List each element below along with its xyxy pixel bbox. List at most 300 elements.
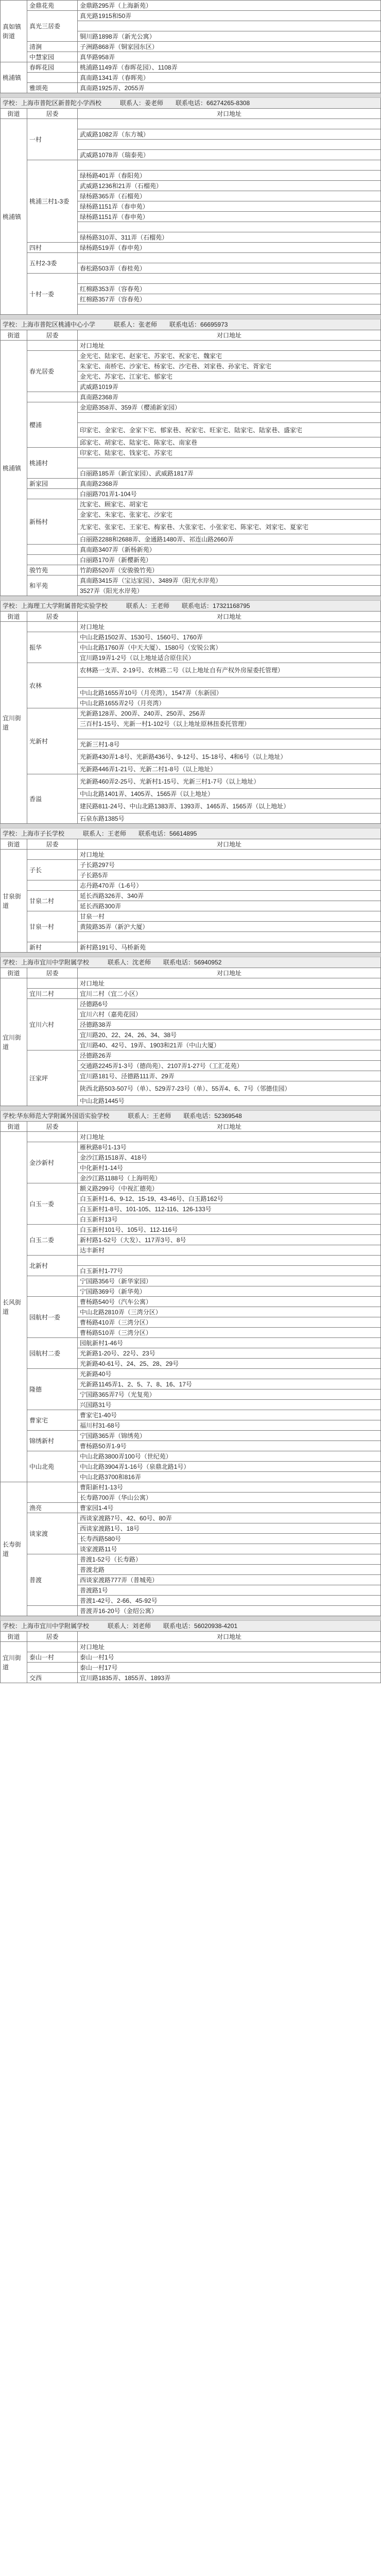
address-cell: 宜川路181号、泾德路111弄、29弄 (78, 1071, 381, 1081)
table-row (1, 1338, 381, 1348)
address-cell: 子长路297号 (78, 860, 381, 870)
contact-person: 联系人：王老师 (83, 830, 127, 837)
contact-phone: 联系电话：66274265-8308 (176, 99, 250, 107)
address-cell: 普渡路1号 (78, 1585, 381, 1596)
address-cell: 园航新村1-46号 (78, 1338, 381, 1348)
table-row (1, 1297, 381, 1307)
table-row (1, 1369, 381, 1379)
address-cell: 宜川六村（嘉苑花园） (78, 1009, 381, 1020)
address-column-header: 对口地址 (78, 612, 381, 622)
address-cell: 白丽路2288和2688弄、金通路1480弄、祁连山路2660弄 (78, 534, 381, 545)
community-column-header: 居委 (27, 1122, 78, 1132)
community-cell: 樱浦 (27, 402, 78, 448)
street-column-header: 街道 (1, 968, 27, 978)
table-row (1, 274, 381, 284)
address-cell: 金鼎路295弄（上海新苑） (78, 1, 381, 11)
table-row (1, 891, 381, 901)
address-cell: 长寿路700弄（华山公寓） (78, 1493, 381, 1503)
street-cell: 长寿街道 (1, 1482, 27, 1616)
address-cell: 武威路1236和21弄（石榴苑） (78, 181, 381, 191)
community-column-header: 居委 (27, 109, 78, 119)
contact-phone: 联系电话：56020938-4201 (163, 1622, 238, 1630)
community-cell: 白玉一委 (27, 1183, 78, 1225)
address-column-header: 对口地址 (78, 109, 381, 119)
community-cell: 清涧 (27, 42, 78, 52)
address-cell: 泾德路6号 (78, 999, 381, 1009)
address-cell (78, 119, 381, 129)
address-cell: 新村路1-52号（大发）、117弄3号、8号 (78, 1235, 381, 1245)
address-cell: 白玉新村1-8号、101-105、112-116、126-133号 (78, 1204, 381, 1214)
community-cell: 子长 (27, 860, 78, 880)
community-cell: 雅颂苑 (27, 83, 78, 93)
address-cell: 真华路958弄 (78, 52, 381, 62)
table-row (1, 1183, 381, 1194)
community-cell: 一村 (27, 119, 78, 160)
address-cell: 普渡1-52号（长寿路） (78, 1554, 381, 1565)
address-cell: 兴国路31号 (78, 1400, 381, 1410)
contact-phone: 联系电话：17321168795 (182, 602, 250, 609)
table-row (1, 351, 381, 361)
table-row (1, 1673, 381, 1683)
address-cell: 农林路一支弄、2-19号、农林路二号（以上地址自有产权外房屋委托管理） (78, 663, 381, 677)
address-cell: 达丰新村 (78, 1245, 381, 1256)
address-cell (78, 304, 381, 315)
address-cell: 子洲路868弄（铜家园东区） (78, 42, 381, 52)
separator-cell (1, 824, 381, 828)
school-name: 学校：上海市普陀区桃浦中心小学 (3, 321, 96, 328)
address-cell: 沈家宅、顾家宅、胡家宅 (78, 499, 381, 510)
address-cell: 中山北路2810弄（三湾分区） (78, 1307, 381, 1317)
community-cell: 十村一委 (27, 274, 78, 315)
address-cell: 对口地址 (78, 850, 381, 860)
school-name: 学校：上海市宜川中学附属学校 (3, 1622, 90, 1630)
address-cell: 白玉新村1-6、9-12、15-19、43-46号、白玉路162号 (78, 1194, 381, 1204)
community-cell: 光新村 (27, 708, 78, 774)
community-cell: 新杨村 (27, 499, 78, 545)
table-row (1, 555, 381, 565)
address-cell (78, 222, 381, 232)
address-cell: 中山北路1760弄（中天大厦）、1580号（安锐公寓） (78, 642, 381, 653)
school-header-cell (1, 1111, 381, 1122)
address-cell: 光新路40-61号、24、25、28、29号 (78, 1359, 381, 1369)
community-cell: 四村 (27, 243, 78, 253)
table-row (1, 1, 381, 11)
address-cell: 曹家宅1-40号 (78, 1410, 381, 1420)
community-cell (27, 978, 78, 989)
street-column-header: 街道 (1, 612, 27, 622)
community-cell: 谈家渡 (27, 1513, 78, 1554)
table-row (1, 243, 381, 253)
address-cell: 曹杨路410弄（三湾分区） (78, 1317, 381, 1328)
table-row (1, 978, 381, 989)
community-cell: 园航村一委 (27, 1297, 78, 1338)
community-cell: 北新村 (27, 1256, 78, 1276)
school-header-cell (1, 828, 381, 839)
school-name: 学校：上海市子长学校 (3, 830, 65, 837)
table-row (1, 119, 381, 129)
address-cell: 尤家宅、张家宅、王家宅、梅家巷、大张家宅、小张家宅、陈家宅、刘家宅、夏家宅 (78, 520, 381, 534)
address-cell: 曹杨路510弄（三湾分区） (78, 1328, 381, 1338)
separator-cell (1, 315, 381, 319)
contact-person: 联系人：王老师 (128, 1112, 171, 1120)
address-cell: 延长西路326弄、340弄 (78, 891, 381, 901)
table-row (1, 392, 381, 402)
address-cell (78, 932, 381, 942)
address-cell: 宜川路20、22、24、26、34、38号 (78, 1030, 381, 1040)
community-cell (27, 1642, 78, 1652)
address-cell: 志丹路470弄（1-6号） (78, 880, 381, 891)
street-cell: 桃浦镇 (1, 341, 27, 596)
community-cell: 金沙新村 (27, 1142, 78, 1183)
address-cell: 绿杨路1151弄（春申苑） (78, 201, 381, 212)
separator-cell (1, 1106, 381, 1111)
address-cell: 曹家园1-4号 (78, 1503, 381, 1513)
street-column-header: 街道 (1, 1632, 27, 1642)
address-cell: 宁国路369号（新华苑） (78, 1286, 381, 1297)
address-cell: 普渡北路 (78, 1565, 381, 1575)
table-row (1, 632, 381, 642)
school-header-cell (1, 957, 381, 968)
address-cell: 白丽路185弄（新宜家园）、武威路1817弄 (78, 468, 381, 479)
address-cell: 真南路2368弄 (78, 392, 381, 402)
street-cell: 桃浦镇 (1, 62, 27, 93)
table-row (1, 73, 381, 83)
column-header-row (1, 1632, 381, 1642)
community-cell: 普渡 (27, 1554, 78, 1606)
address-cell: 绿杨路401弄（春阳苑） (78, 171, 381, 181)
address-cell: 曹阳新村1-13号 (78, 1482, 381, 1493)
school-header-row (1, 1111, 381, 1122)
address-cell (78, 140, 381, 150)
address-column-header: 对口地址 (78, 1632, 381, 1642)
community-cell (27, 392, 78, 402)
table-row (1, 774, 381, 789)
address-cell: 长寿西路580号 (78, 1534, 381, 1544)
address-cell: 竹韵路520弄（安骏骏竹苑） (78, 565, 381, 575)
street-cell: 桃浦镇 (1, 119, 27, 315)
community-cell: 中山北苑 (27, 1451, 78, 1482)
address-cell: 甘泉一村 (78, 911, 381, 922)
address-cell: 绿杨路519弄（春申苑） (78, 243, 381, 253)
table-row (1, 850, 381, 860)
address-cell: 光新路430弄1-8号、光新路436号、9-12号、15-18号、4和6号（以上地址） (78, 750, 381, 764)
school-header-row (1, 98, 381, 109)
address-cell: 红棉路357弄（容春苑） (78, 294, 381, 304)
address-cell: 宁国路356号（新华家园） (78, 1276, 381, 1286)
address-cell: 光新路446弄1-21号、光新二村1-8号（以上地址） (78, 764, 381, 774)
community-cell: 桃浦三村1-3委 (27, 160, 78, 243)
address-cell: 印家宅、金家宅、金家下宅、郁家巷、祝家宅、旺家宅、陆家宅、陆家巷、盛家宅 (78, 423, 381, 437)
school-header-cell (1, 1621, 381, 1632)
address-cell: 金沙江路1188号（上海明苑） (78, 1173, 381, 1183)
address-cell: 桃浦路1149弄（春晖花园）、1108弄 (78, 62, 381, 73)
address-cell: 光新路40号 (78, 1369, 381, 1379)
contact-person: 联系人：沈老师 (108, 959, 151, 966)
school-name: 学校：上海理工大学附属普陀实验学校 (3, 602, 108, 609)
address-cell: 陕西北路503-507号（单）、529弄7-23号（单）、55弄4、6、7号（邻德佳园） (78, 1081, 381, 1096)
table-row (1, 448, 381, 458)
school-header-row (1, 319, 381, 330)
address-cell (78, 729, 381, 739)
separator-cell (1, 1616, 381, 1621)
table-row (1, 83, 381, 93)
address-cell: 绿杨路310弄、311弄（石榴苑） (78, 232, 381, 243)
school-header-cell (1, 601, 381, 612)
table-row (1, 62, 381, 73)
table-body (1, 1, 381, 1683)
separator-cell (1, 953, 381, 957)
table-row (1, 545, 381, 555)
community-cell: 隆德 (27, 1369, 78, 1410)
address-column-header: 对口地址 (78, 330, 381, 341)
table-row (1, 708, 381, 719)
column-header-row (1, 968, 381, 978)
section-separator (1, 93, 381, 98)
community-cell (27, 341, 78, 351)
column-header-row (1, 839, 381, 850)
address-cell: 中山北路1502弄、1530号、1560号、1760弄 (78, 632, 381, 642)
address-cell: 三百村1-15号、光新一村1-102号（以上地址原林扭委托管理） (78, 719, 381, 729)
address-cell: 红棉路353弄（容春苑） (78, 284, 381, 294)
community-cell: 渔亮 (27, 1503, 78, 1513)
address-cell: 邱家宅、胡家宅、陆家宅、陈家宅、南家巷 (78, 437, 381, 448)
address-cell: 光新路460弄2-25号、光新村1-15号、光新三村1-7号（以上地址） (78, 774, 381, 789)
community-cell (27, 1276, 78, 1297)
community-cell: 锦绣新村 (27, 1431, 78, 1451)
community-cell: 骏竹苑 (27, 565, 78, 575)
school-header-row (1, 957, 381, 968)
table-row (1, 11, 381, 21)
address-cell: 新村路191号、马桥新苑 (78, 942, 381, 953)
address-cell: 中山北路1655弄2号（月亮湾） (78, 698, 381, 708)
address-cell: 对口地址 (78, 1642, 381, 1652)
community-cell: 和平苑 (27, 575, 78, 596)
address-cell: 谈家渡路11号 (78, 1544, 381, 1554)
address-cell: 对口地址 (78, 341, 381, 351)
table-row (1, 52, 381, 62)
address-cell: 宁国路365弄（锦绣苑） (78, 1431, 381, 1441)
community-cell: 甘泉二村 (27, 891, 78, 911)
community-cell (27, 555, 78, 565)
section-separator (1, 1106, 381, 1111)
table-row (1, 1513, 381, 1523)
address-cell (78, 21, 381, 31)
address-cell: 普渡弄16-20号（金绍公寓） (78, 1606, 381, 1616)
address-cell: 中山北路1401弄、1405弄、1565弄（以上地址） (78, 789, 381, 799)
address-cell: 春松路503弄（春桂苑） (78, 263, 381, 274)
street-column-header: 街道 (1, 109, 27, 119)
table-row (1, 341, 381, 351)
community-cell: 农林 (27, 663, 78, 708)
table-row (1, 1256, 381, 1266)
address-cell: 西谈家渡路777弄（普城苑） (78, 1575, 381, 1585)
address-cell: 光新路1145弄1、2、5、7、8、16、17号 (78, 1379, 381, 1389)
community-column-header: 居委 (27, 1632, 78, 1642)
school-header-row (1, 828, 381, 839)
address-cell: 真南路1341弄（春晖苑） (78, 73, 381, 83)
community-cell (27, 489, 78, 499)
address-cell: 中山北路3800弄100号（世纪苑） (78, 1451, 381, 1462)
table-row (1, 1642, 381, 1652)
community-cell: 中慧家园 (27, 52, 78, 62)
address-cell: 白玉新村101号、105号、112-116号 (78, 1225, 381, 1235)
address-cell: 普渡1-42号、2-66、45-92号 (78, 1596, 381, 1606)
address-cell: 真南路1925弄、2055弄 (78, 83, 381, 93)
community-column-header: 居委 (27, 839, 78, 850)
address-cell: 中山北路1445号 (78, 1096, 381, 1106)
community-cell: 白玉二委 (27, 1225, 78, 1256)
address-cell: 中山北路1655弄10号（月亮湾），1547弄（东新园） (78, 688, 381, 698)
address-cell (78, 1256, 381, 1266)
community-column-header: 居委 (27, 330, 78, 341)
address-cell: 额义路299号（中视汇德苑） (78, 1183, 381, 1194)
table-row (1, 479, 381, 489)
table-row (1, 575, 381, 586)
community-cell: 曹家宅 (27, 1410, 78, 1431)
section-separator (1, 953, 381, 957)
school-header-cell (1, 319, 381, 330)
address-column-header: 对口地址 (78, 839, 381, 850)
address-cell: 对口地址 (78, 978, 381, 989)
address-cell: 绿杨路1151弄（春申苑） (78, 212, 381, 222)
address-cell: 金沙江路1518弄、418号 (78, 1153, 381, 1163)
street-column-header: 街道 (1, 1122, 27, 1132)
address-cell: 真南路3407弄（新杨新苑） (78, 545, 381, 555)
table-row (1, 42, 381, 52)
community-cell (27, 1132, 78, 1142)
community-cell: 真光三居委 (27, 11, 78, 42)
contact-phone: 联系电话：56940952 (163, 959, 222, 966)
address-cell: 金光宅、陆家宅、赵家宅、苏家宅、祝家宅、魏家宅 (78, 351, 381, 361)
table-row (1, 499, 381, 510)
school-header-cell (1, 98, 381, 109)
address-cell: 武威路1019弄 (78, 382, 381, 392)
street-cell: 甘泉街道 (1, 850, 27, 953)
address-cell: 金迎路358弄、359弄（樱浦新家园） (78, 402, 381, 413)
table-row (1, 1652, 381, 1663)
table-row (1, 1132, 381, 1142)
address-cell: 石泉东路1385号 (78, 814, 381, 824)
street-column-header: 街道 (1, 839, 27, 850)
contact-person: 联系人：姜老师 (120, 99, 164, 107)
address-cell: 武威路1078弄（瑞泰苑） (78, 150, 381, 160)
address-cell: 金光宅、苏家宅、江家宅、郁家宅 (78, 371, 381, 382)
contact-person: 联系人：张老师 (114, 321, 158, 328)
address-cell: 泾德路26弄 (78, 1050, 381, 1061)
section-separator (1, 824, 381, 828)
table-row (1, 1554, 381, 1565)
school-header-row (1, 601, 381, 612)
community-cell: 香溢 (27, 774, 78, 824)
community-cell: 振华 (27, 632, 78, 663)
address-cell (78, 458, 381, 468)
community-cell: 春晖花园 (27, 62, 78, 73)
address-cell (78, 677, 381, 688)
table-row (1, 402, 381, 413)
address-cell: 曹杨路540号（汽车公寓） (78, 1297, 381, 1307)
table-row (1, 1606, 381, 1616)
address-cell: 朱家宅、南桥宅、沙家宅、杨家宅、沙宅巷、刘家巷、孙家宅、胥家宅 (78, 361, 381, 371)
table-row (1, 160, 381, 171)
community-cell (27, 1663, 78, 1673)
table-row (1, 1503, 381, 1513)
address-cell (78, 253, 381, 263)
table-row (1, 1431, 381, 1441)
community-column-header: 居委 (27, 968, 78, 978)
community-cell: 五村2-3委 (27, 253, 78, 274)
table-row (1, 1410, 381, 1420)
address-cell: 中化新村1-14号 (78, 1163, 381, 1173)
table-row (1, 989, 381, 999)
address-cell (78, 413, 381, 423)
community-cell: 宜川六村 (27, 999, 78, 1050)
address-cell: 建民路811-24号、中山北路1383弄、1393弄、1465弄、1565弄（以上地址） (78, 799, 381, 814)
contact-person: 联系人：刘老师 (108, 1622, 151, 1630)
address-cell: 对口地址 (78, 1132, 381, 1142)
address-cell: 绿杨路365弄（石榴苑） (78, 191, 381, 201)
community-cell (27, 545, 78, 555)
table-row (1, 911, 381, 922)
address-cell (78, 274, 381, 284)
address-cell: 西谈家渡路7号、42、60号、80弄 (78, 1513, 381, 1523)
community-column-header: 居委 (27, 612, 78, 622)
school-header-row (1, 1621, 381, 1632)
address-cell: 黄陵路35弄（新沪大厦） (78, 922, 381, 932)
community-cell: 交西 (27, 1673, 78, 1683)
community-cell (27, 73, 78, 83)
address-cell: 中山北路3904弄1-16号（泉鼎北路1号） (78, 1462, 381, 1472)
school-name: 学校：上海市宜川中学附属学校 (3, 959, 90, 966)
section-separator (1, 596, 381, 601)
address-cell: 白玉新村13号 (78, 1214, 381, 1225)
address-cell: 泾德路38弄 (78, 1020, 381, 1030)
column-header-row (1, 109, 381, 119)
community-cell (27, 850, 78, 860)
table-row (1, 942, 381, 953)
address-cell: 宜川路19弄1-2号（以上地址适合原住民） (78, 653, 381, 663)
table-row (1, 999, 381, 1009)
address-cell: 西谈家渡路1号、18号 (78, 1523, 381, 1534)
table-row (1, 1142, 381, 1153)
address-cell: 光新三村1-8号 (78, 739, 381, 750)
address-cell: 泰山一村17号 (78, 1663, 381, 1673)
community-cell: 桃浦村 (27, 448, 78, 479)
table-row (1, 1225, 381, 1235)
community-cell (27, 880, 78, 891)
table-row (1, 1663, 381, 1673)
address-cell: 中山北路3700和816弄 (78, 1472, 381, 1482)
table-row (1, 1482, 381, 1493)
address-cell: 宜川路1835弄、1855弄、1893弄 (78, 1673, 381, 1683)
address-cell: 光新路128弄、200弄、240弄、250弄、256弄 (78, 708, 381, 719)
address-cell: 印家宅、陆家宅、钱家宅、苏家宅 (78, 448, 381, 458)
address-column-header: 对口地址 (78, 1122, 381, 1132)
address-cell: 真南路2368弄 (78, 479, 381, 489)
community-cell: 园航村二委 (27, 1338, 78, 1369)
address-cell: 武威路1082弄（东方城） (78, 129, 381, 140)
column-header-row (1, 330, 381, 341)
column-header-row (1, 1122, 381, 1132)
table-row (1, 622, 381, 632)
school-name: 学校:华东师范大学附属外国语实验学校 (3, 1112, 110, 1120)
community-cell: 泰山一村 (27, 1652, 78, 1663)
column-header-row (1, 612, 381, 622)
community-cell: 新村 (27, 942, 78, 953)
community-cell: 金鼎花苑 (27, 1, 78, 11)
community-cell: 宜川二村 (27, 989, 78, 999)
section-separator (1, 1616, 381, 1621)
community-cell: 汪家坪 (27, 1050, 78, 1106)
